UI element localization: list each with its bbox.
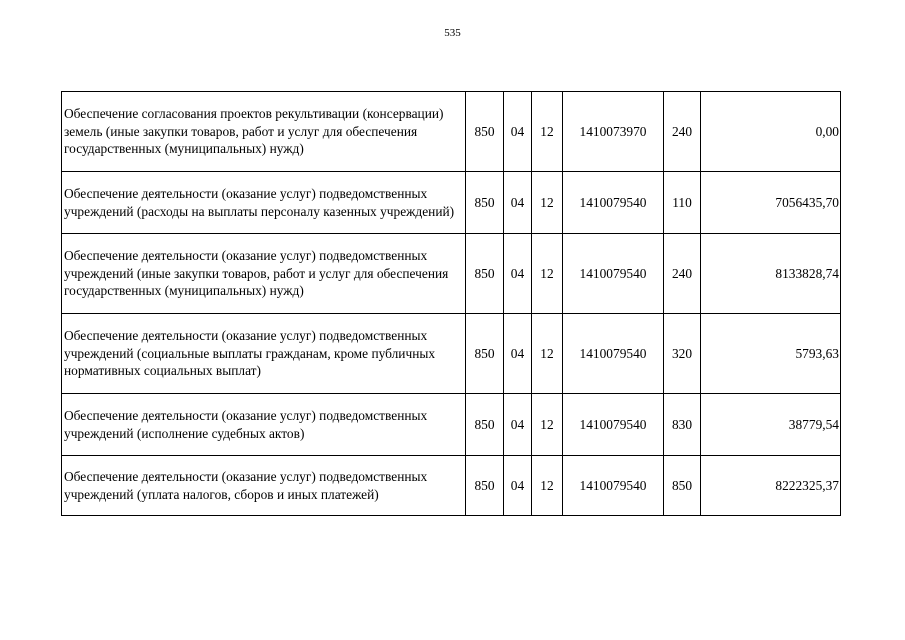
row-section: 04	[504, 92, 532, 172]
row-grbs: 850	[466, 234, 504, 314]
row-subsection: 12	[532, 314, 563, 394]
row-target: 1410079540	[563, 234, 664, 314]
row-name: Обеспечение деятельности (оказание услуг) подведомственных учреждений (иные закупки товаров, работ и услуг для обеспечения государственных (муниципальных) нужд)	[62, 234, 466, 314]
table-row	[62, 234, 841, 314]
row-target: 1410079540	[563, 456, 664, 516]
row-subsection: 12	[532, 92, 563, 172]
row-expense-type: 320	[664, 314, 701, 394]
row-target: 1410079540	[563, 172, 664, 234]
row-target: 1410079540	[563, 314, 664, 394]
row-grbs: 850	[466, 394, 504, 456]
row-amount: 8222325,37	[701, 456, 841, 516]
row-subsection: 12	[532, 456, 563, 516]
row-expense-type: 240	[664, 92, 701, 172]
row-grbs: 850	[466, 92, 504, 172]
row-subsection: 12	[532, 234, 563, 314]
row-name: Обеспечение деятельности (оказание услуг) подведомственных учреждений (расходы на выплаты персоналу казенных учреждений)	[62, 172, 466, 234]
row-grbs: 850	[466, 456, 504, 516]
row-expense-type: 830	[664, 394, 701, 456]
row-target: 1410079540	[563, 394, 664, 456]
row-target: 1410073970	[563, 92, 664, 172]
table-row	[62, 394, 841, 456]
row-amount: 0,00	[701, 92, 841, 172]
table-row	[62, 172, 841, 234]
row-name: Обеспечение деятельности (оказание услуг) подведомственных учреждений (уплата налогов, сборов и иных платежей)	[62, 456, 466, 516]
row-amount: 8133828,74	[701, 234, 841, 314]
row-amount: 38779,54	[701, 394, 841, 456]
row-name: Обеспечение согласования проектов рекультивации (консервации) земель (иные закупки товаров, работ и услуг для обеспечения государственных (муниципальных) нужд)	[62, 92, 466, 172]
row-subsection: 12	[532, 172, 563, 234]
row-section: 04	[504, 314, 532, 394]
row-amount: 5793,63	[701, 314, 841, 394]
row-grbs: 850	[466, 172, 504, 234]
row-section: 04	[504, 456, 532, 516]
table-row	[62, 314, 841, 394]
row-section: 04	[504, 234, 532, 314]
row-section: 04	[504, 394, 532, 456]
row-expense-type: 240	[664, 234, 701, 314]
row-section: 04	[504, 172, 532, 234]
row-name: Обеспечение деятельности (оказание услуг) подведомственных учреждений (исполнение судебных актов)	[62, 394, 466, 456]
table-row	[62, 456, 841, 516]
row-grbs: 850	[466, 314, 504, 394]
row-subsection: 12	[532, 394, 563, 456]
table-row	[62, 92, 841, 172]
budget-table	[61, 91, 841, 516]
row-expense-type: 110	[664, 172, 701, 234]
row-expense-type: 850	[664, 456, 701, 516]
row-name: Обеспечение деятельности (оказание услуг) подведомственных учреждений (социальные выплаты гражданам, кроме публичных нормативных социальных выплат)	[62, 314, 466, 394]
row-amount: 7056435,70	[701, 172, 841, 234]
page-number: 535	[444, 27, 461, 39]
